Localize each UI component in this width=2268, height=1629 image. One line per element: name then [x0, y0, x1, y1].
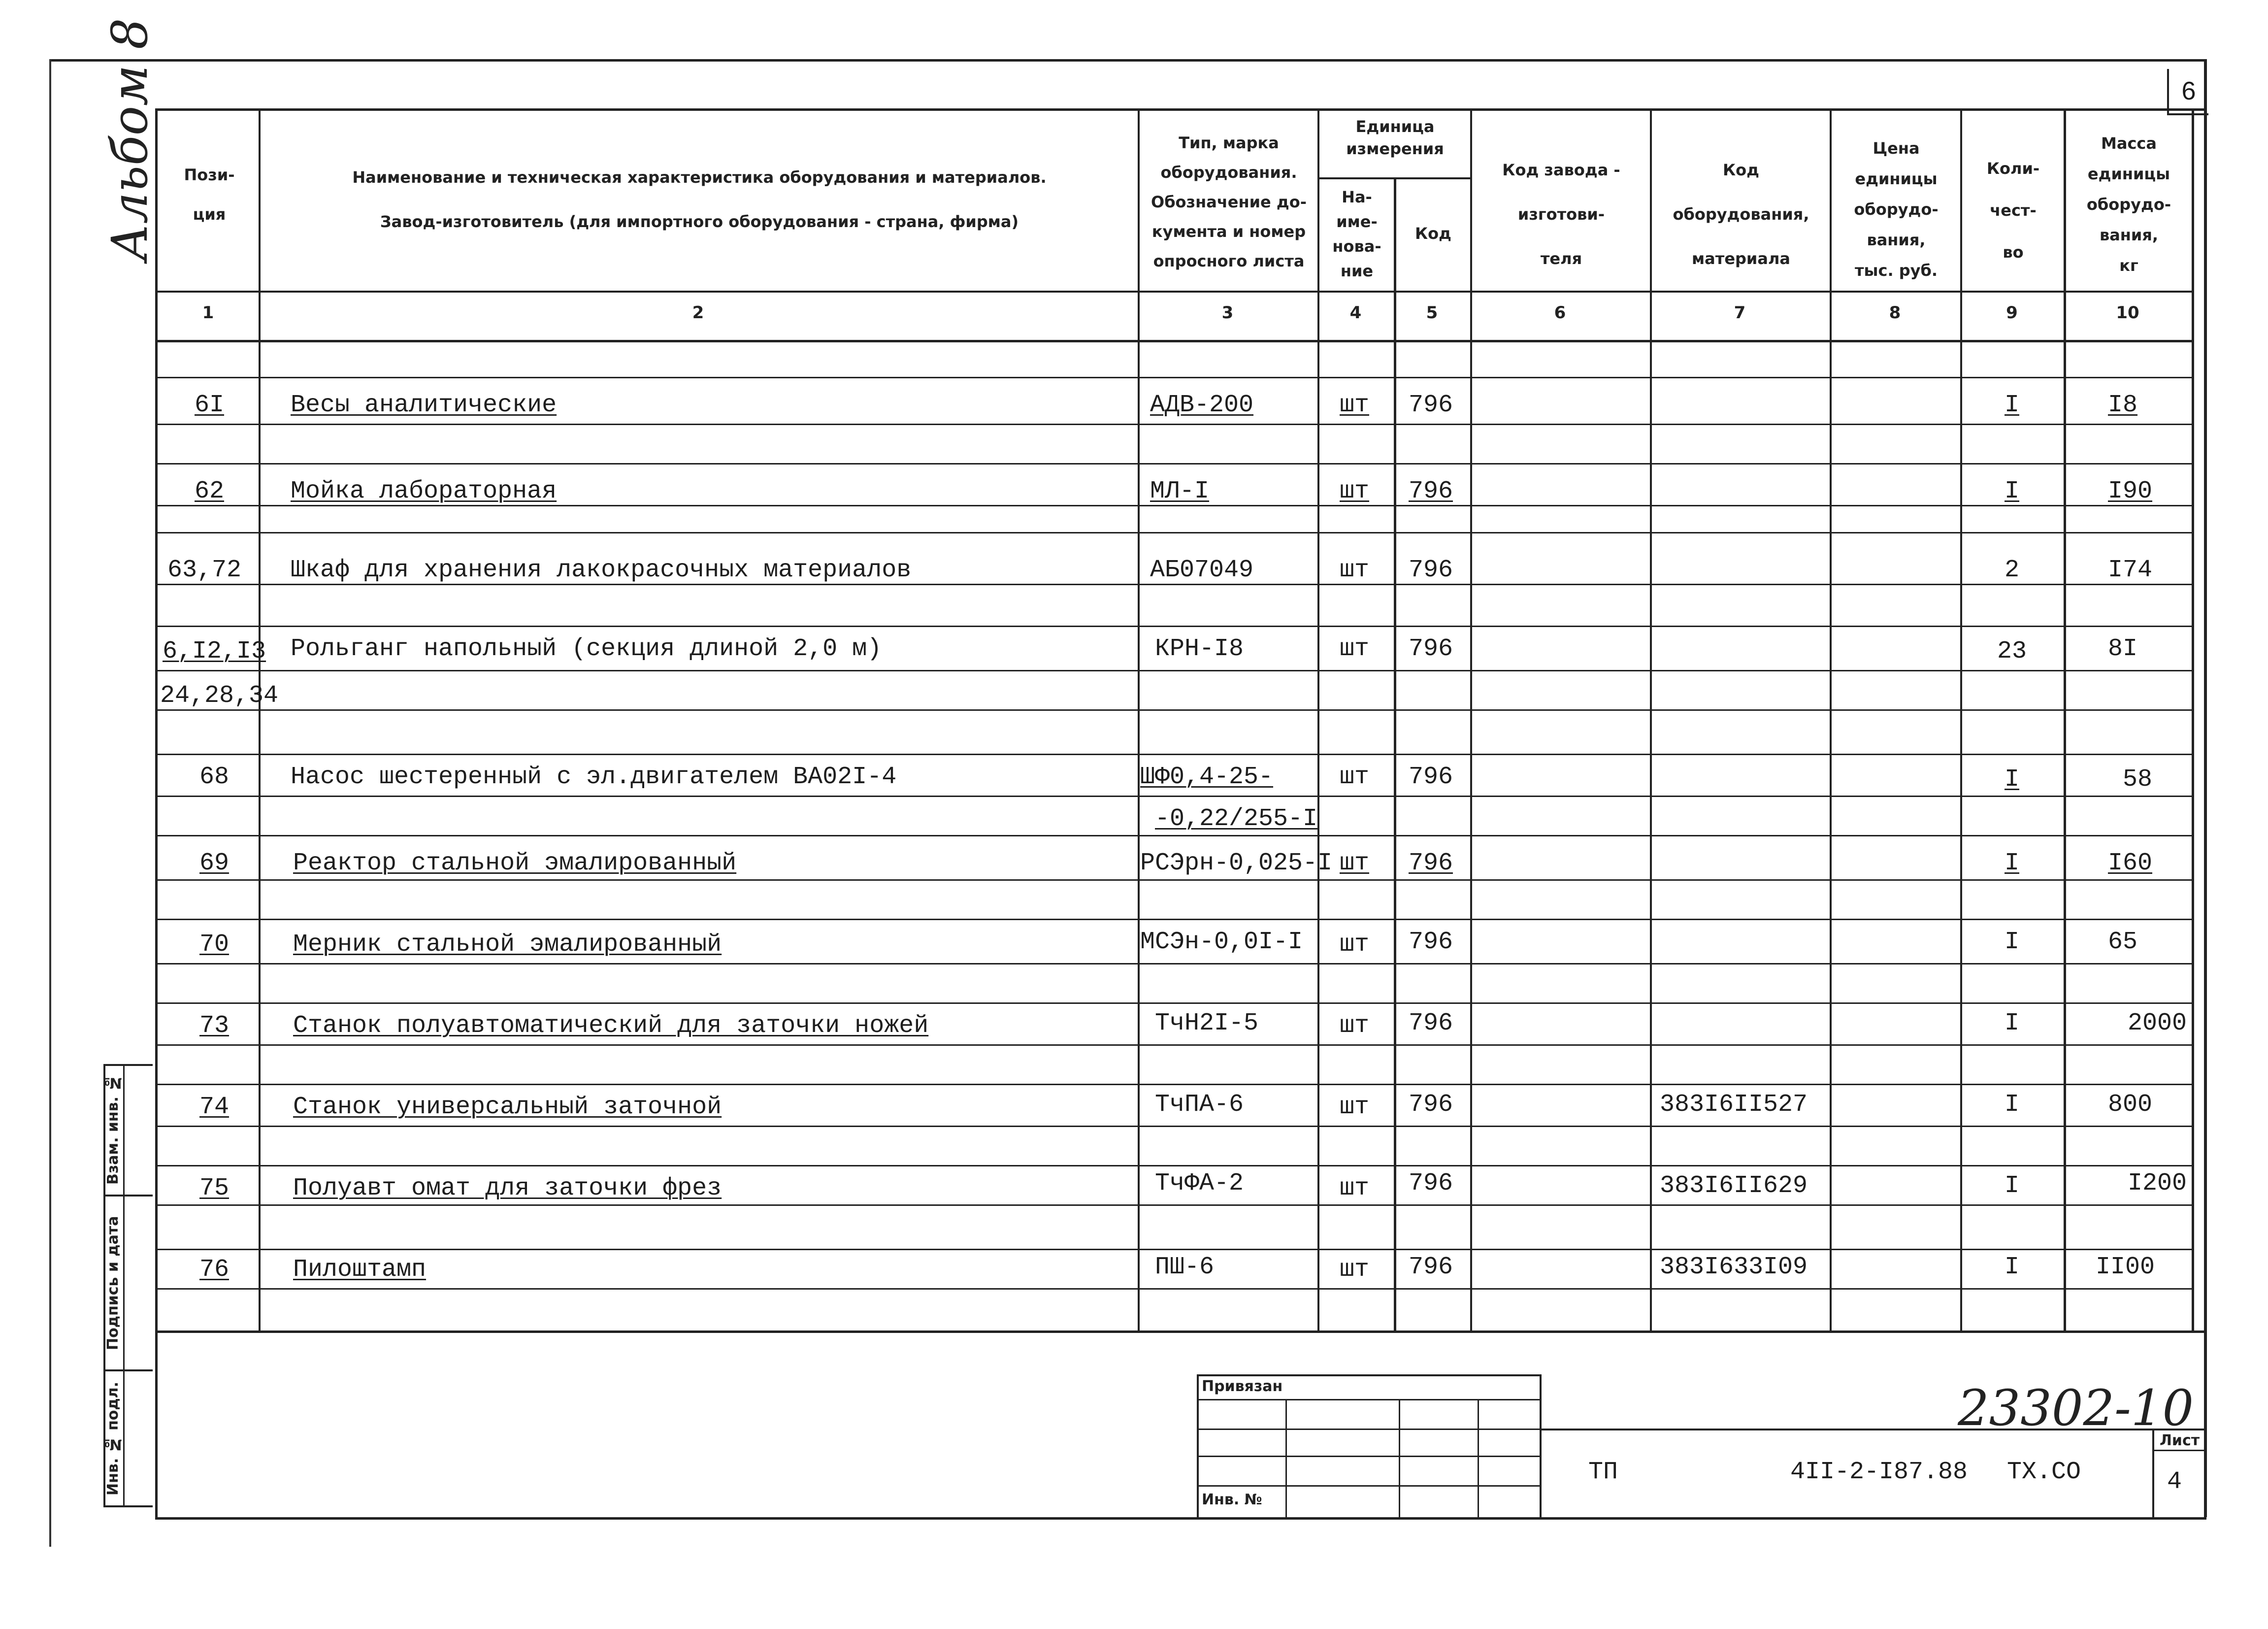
row-5-quantity: I: [2005, 849, 2020, 877]
row-0-type: АДВ-200: [1150, 391, 1254, 419]
row-8-name: Станок универсальный заточной: [293, 1093, 722, 1121]
row-4-code: 796: [1409, 763, 1453, 791]
row-7-unit: шт: [1340, 1012, 1370, 1040]
col-num-6: 6: [1554, 303, 1566, 323]
row-10-quantity: I: [2005, 1253, 2020, 1281]
header-unit: Единица измерения: [1346, 117, 1444, 158]
header-position: Пози- ция: [184, 166, 235, 224]
side-label-inv-original: Инв. № подл.: [104, 1381, 122, 1496]
header-unit-name: На- име- нова- ние: [1332, 188, 1381, 280]
inv-number-label: Инв. №: [1202, 1491, 1262, 1508]
row-10-name: Пилоштамп: [293, 1256, 427, 1284]
header-mass: Масса единицы оборудо- вания, кг: [2086, 134, 2171, 275]
row-4-position: 68: [199, 763, 230, 791]
row-6-type: МСЭн-0,0I-I: [1140, 928, 1303, 956]
sheet-number: 4: [2167, 1468, 2182, 1496]
row-6-quantity: I: [2005, 928, 2020, 956]
col-num-10: 10: [2116, 303, 2139, 323]
row-5-mass: I60: [2108, 849, 2153, 877]
row-9-name: Полуавт омат для заточки фрез: [293, 1174, 722, 1202]
col-num-8: 8: [1889, 303, 1901, 323]
handwritten-number: 23302-10: [1958, 1379, 2194, 1437]
row-3-quantity: 23: [1997, 637, 2027, 665]
row-6-mass: 65: [2108, 928, 2138, 956]
section-code: ТХ.СО: [2007, 1458, 2081, 1486]
row-1-position: 62: [195, 477, 225, 505]
col-num-7: 7: [1734, 303, 1746, 323]
row-3-position: 6,I2,I3: [163, 637, 266, 665]
row-0-code: 796: [1409, 391, 1453, 419]
row-1-unit: шт: [1340, 477, 1370, 505]
row-7-type: ТчН2I-5: [1155, 1009, 1259, 1037]
row-6-unit: шт: [1340, 931, 1370, 959]
row-4-type-cont: -0,22/255-I: [1155, 805, 1318, 833]
col-num-9: 9: [2006, 303, 2018, 323]
row-1-type: МЛ-I: [1150, 477, 1210, 505]
row-7-position: 73: [199, 1012, 230, 1040]
row-2-code: 796: [1409, 556, 1453, 584]
tp-label: ТП: [1588, 1458, 1618, 1486]
row-7-name: Станок полуавтоматический для заточки ножей: [293, 1012, 929, 1040]
header-name: Наименование и техническая характеристика оборудования и материалов. Завод-изготовитель (для импортного оборудования - страна, фирма): [352, 168, 1047, 231]
row-9-mass: I200: [2128, 1169, 2187, 1197]
row-9-equipment-code: 383I6II629: [1660, 1172, 1808, 1200]
side-stamp: [103, 1064, 153, 1507]
col-num-2: 2: [692, 303, 704, 323]
col-num-3: 3: [1221, 303, 1234, 323]
row-4-type: ШФ0,4-25-: [1140, 763, 1274, 791]
row-0-position: 6I: [195, 391, 225, 419]
row-4-unit: шт: [1340, 763, 1370, 791]
row-5-type: РСЭрн-0,025-I: [1140, 849, 1333, 877]
page-number: 6: [2167, 69, 2208, 115]
row-1-mass: I90: [2108, 477, 2153, 505]
row-7-mass: 2000: [2128, 1009, 2187, 1037]
side-label-signature-date: Подпись и дата: [104, 1216, 122, 1350]
row-6-position: 70: [199, 931, 230, 959]
row-6-code: 796: [1409, 928, 1453, 956]
header-equipment-code: Код оборудования, материала: [1673, 161, 1809, 268]
row-2-position: 63,72: [167, 556, 242, 584]
header-unit-code: Код: [1415, 224, 1451, 243]
row-7-quantity: I: [2005, 1009, 2020, 1037]
row-2-mass: I74: [2108, 556, 2153, 584]
row-10-unit: шт: [1340, 1256, 1370, 1284]
col-num-5: 5: [1426, 303, 1438, 323]
row-10-position: 76: [199, 1256, 230, 1284]
col-num-1: 1: [202, 303, 214, 323]
row-6-name: Мерник стальной эмалированный: [293, 931, 722, 959]
row-0-name: Весы аналитические: [291, 391, 557, 419]
row-8-mass: 800: [2108, 1091, 2153, 1119]
row-10-mass: II00: [2096, 1253, 2155, 1281]
header-quantity: Коли- чест- во: [1986, 159, 2040, 262]
header-factory-code: Код завода - изготови- теля: [1502, 161, 1620, 268]
row-5-name: Реактор стальной эмалированный: [293, 849, 737, 877]
row-8-type: ТчПА-6: [1155, 1091, 1244, 1119]
title-block-divider: [1197, 1374, 1199, 1517]
row-2-name: Шкаф для хранения лакокрасочных материалов: [291, 556, 912, 584]
row-1-name: Мойка лабораторная: [291, 477, 557, 505]
row-9-position: 75: [199, 1174, 230, 1202]
row-8-position: 74: [199, 1093, 230, 1121]
row-2-quantity: 2: [2005, 556, 2020, 584]
row-7-code: 796: [1409, 1009, 1453, 1037]
row-5-unit: шт: [1340, 849, 1370, 877]
row-3-mass: 8I: [2108, 635, 2138, 663]
row-3-name: Рольганг напольный (секция длиной 2,0 м): [291, 635, 882, 663]
row-9-code: 796: [1409, 1169, 1453, 1197]
row-8-unit: шт: [1340, 1093, 1370, 1121]
row-3-unit: шт: [1340, 635, 1370, 663]
row-1-quantity: I: [2005, 477, 2020, 505]
row-3-code: 796: [1409, 635, 1453, 663]
row-4-mass: 58: [2123, 765, 2153, 794]
side-label-replace-inv: Взам. инв. №: [104, 1074, 122, 1185]
document-code: 4II-2-I87.88: [1790, 1458, 1968, 1486]
row-9-quantity: I: [2005, 1172, 2020, 1200]
row-10-equipment-code: 383I633I09: [1660, 1253, 1808, 1281]
row-4-quantity: I: [2005, 765, 2020, 794]
row-3-position-cont: 24,28,34: [160, 682, 279, 710]
row-9-type: ТчФА-2: [1155, 1169, 1244, 1197]
row-10-type: ПШ-6: [1155, 1253, 1215, 1281]
row-3-type: КРН-I8: [1155, 635, 1244, 663]
row-0-mass: I8: [2108, 391, 2138, 419]
row-8-code: 796: [1409, 1091, 1453, 1119]
album-label: Альбом 8: [101, 18, 159, 261]
row-0-unit: шт: [1340, 391, 1370, 419]
col-num-4: 4: [1349, 303, 1362, 323]
row-5-position: 69: [199, 849, 230, 877]
row-10-code: 796: [1409, 1253, 1453, 1281]
sheet-label: Лист: [2160, 1432, 2200, 1449]
outer-frame-left-edge: [49, 59, 51, 1547]
header-price: Цена единицы оборудо- вания, тыс. руб.: [1854, 139, 1939, 280]
row-2-type: АБ07049: [1150, 556, 1254, 584]
row-8-equipment-code: 383I6II527: [1660, 1091, 1808, 1119]
row-0-quantity: I: [2005, 391, 2020, 419]
row-2-unit: шт: [1340, 556, 1370, 584]
row-1-code: 796: [1409, 477, 1453, 505]
row-5-code: 796: [1409, 849, 1453, 877]
row-4-name: Насос шестеренный с эл.двигателем ВА02I-4: [291, 763, 897, 791]
row-9-unit: шт: [1340, 1174, 1370, 1202]
row-8-quantity: I: [2005, 1091, 2020, 1119]
equipment-table: [155, 108, 2206, 1520]
header-type: Тип, марка оборудования. Обозначение до- кумента и номер опросного листа: [1151, 133, 1307, 270]
attached-label: Привязан: [1202, 1378, 1283, 1395]
